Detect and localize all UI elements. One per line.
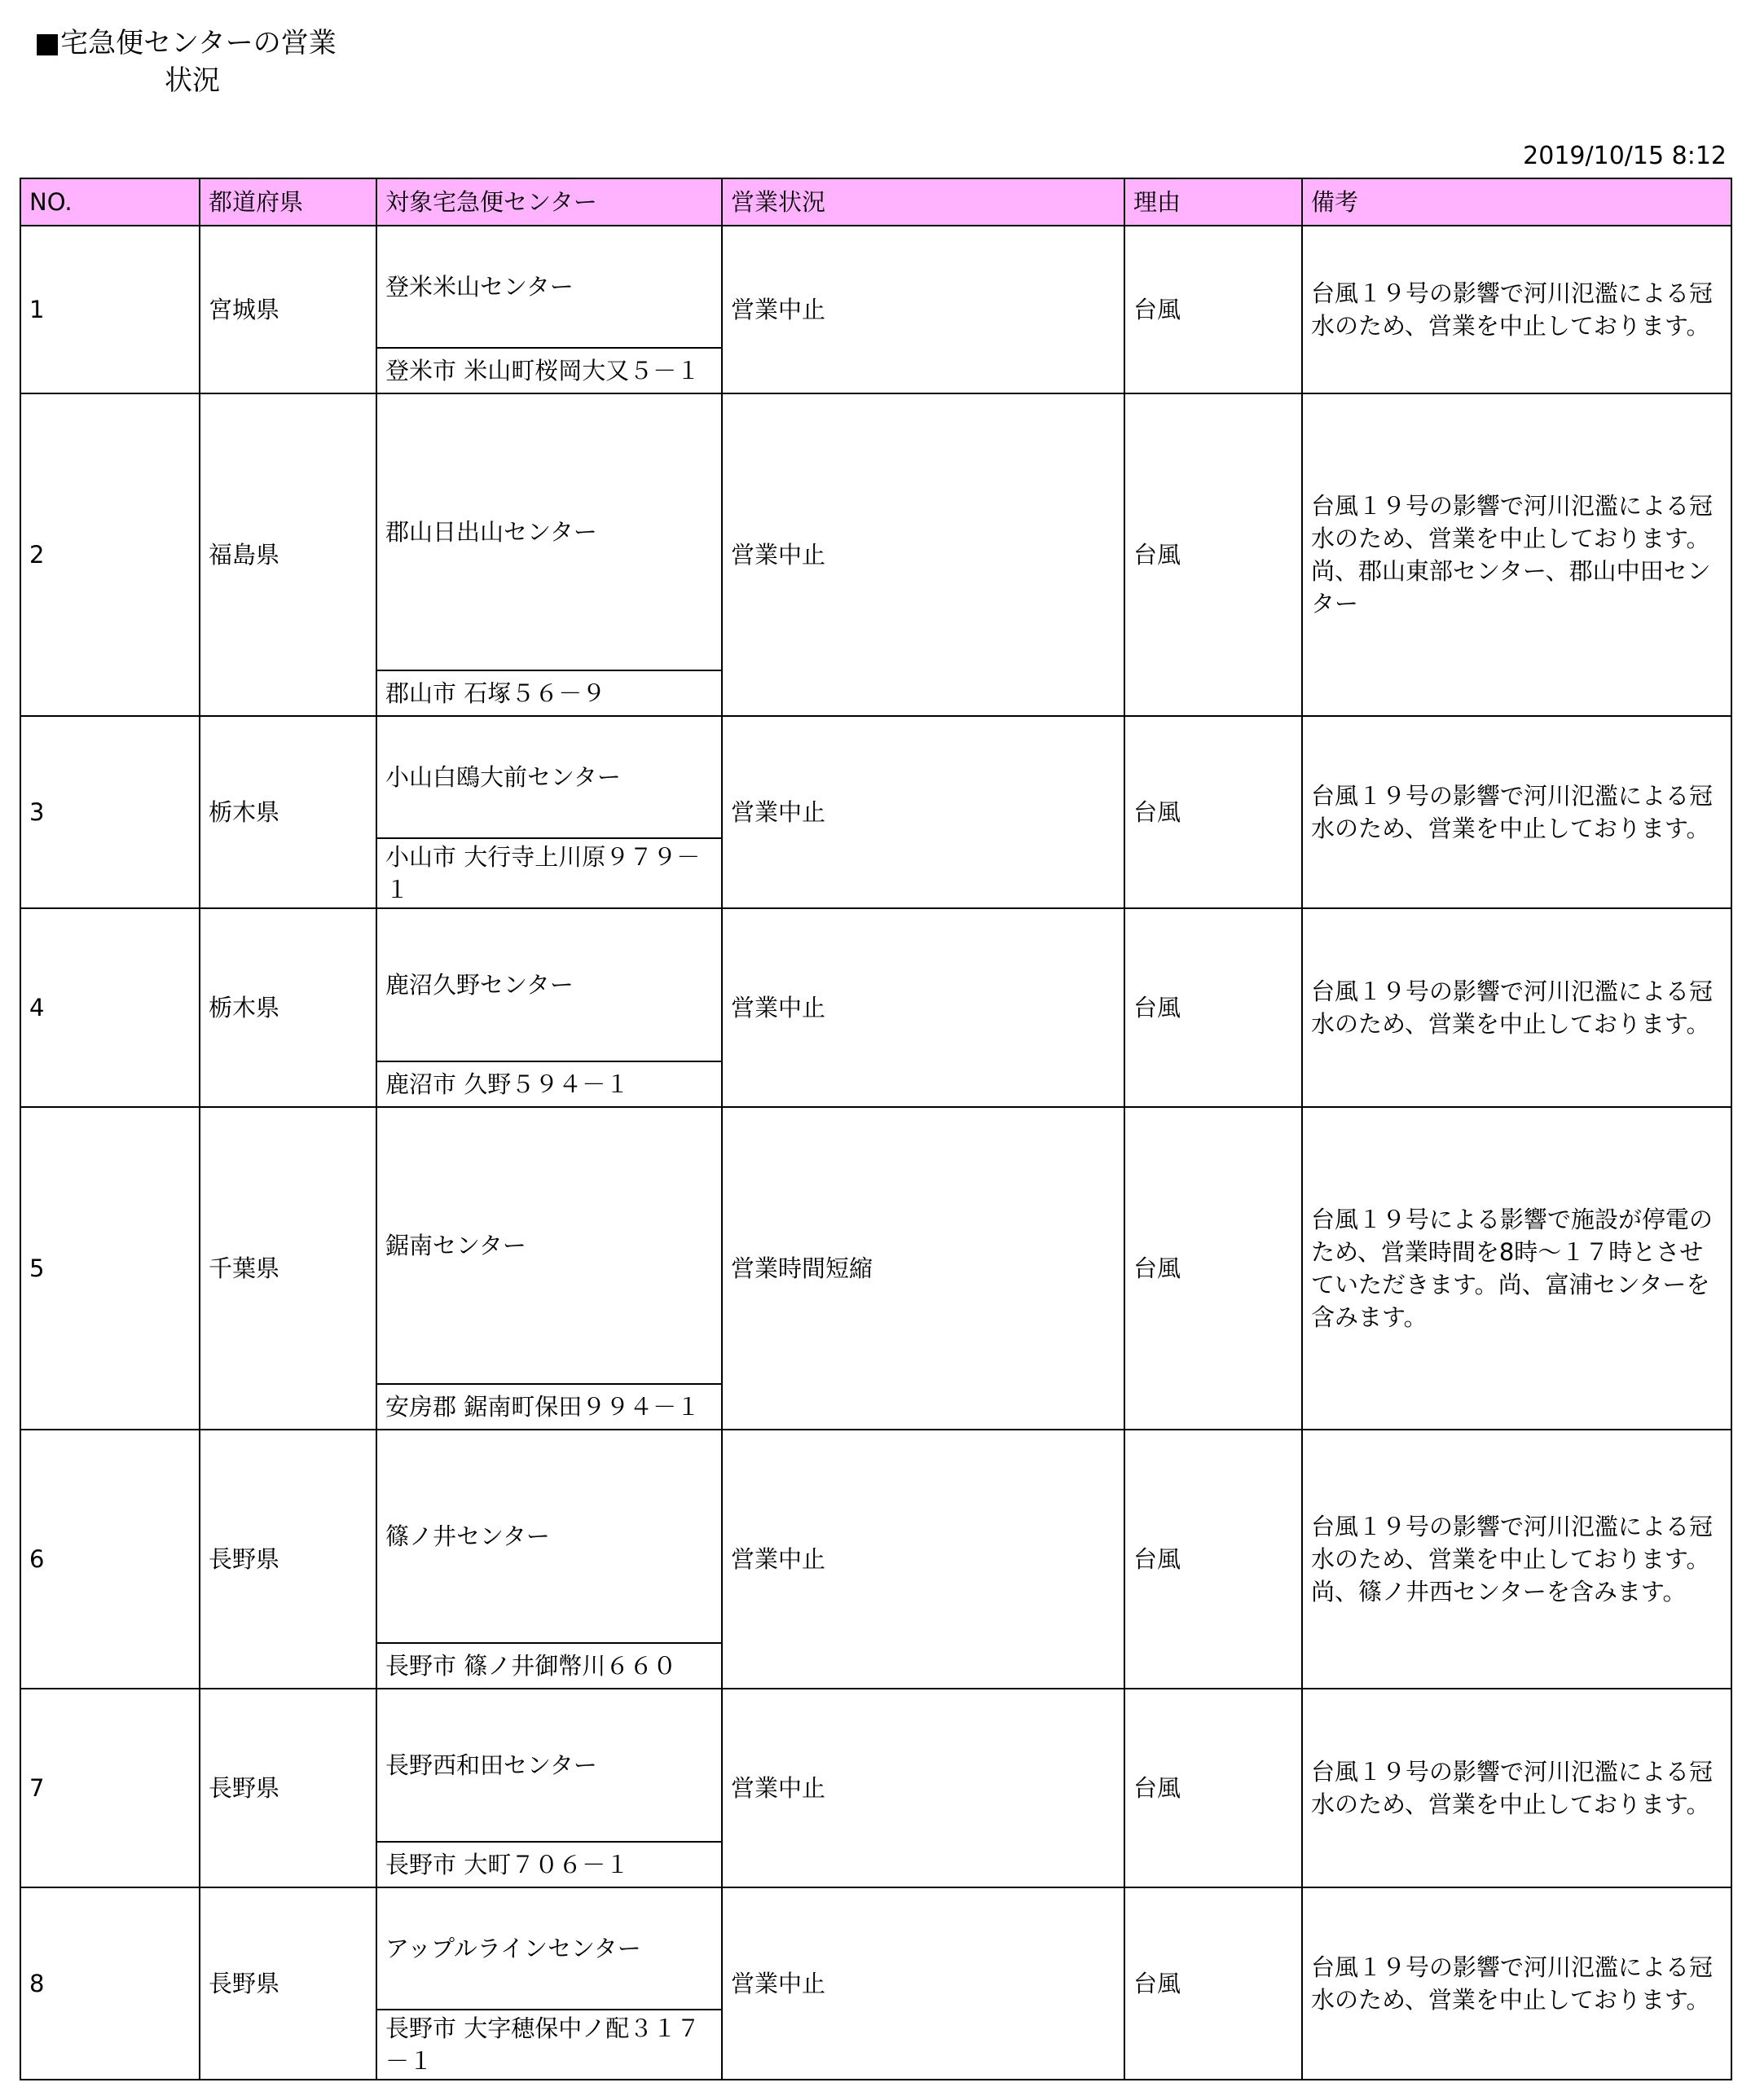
table-header-row [20,178,1731,226]
row-reason: 台風 [1124,716,1302,908]
row-center-address: 長野市 篠ノ井御幣川６６０ [376,1643,722,1689]
row-prefecture: 福島県 [200,393,376,716]
header-center: 対象宅急便センター [376,178,722,226]
row-note: 台風１９号の影響で河川氾濫による冠水のため、営業を中止しております。 [1302,908,1731,1107]
row-status: 営業中止 [722,393,1124,716]
table-row [20,716,1731,838]
row-center-address: 登米市 米山町桜岡大又５－１ [376,348,722,393]
header-status: 営業状況 [722,178,1124,226]
row-status: 営業中止 [722,716,1124,908]
row-note: 台風１９号の影響で河川氾濫による冠水のため、営業を中止しております。 [1302,1887,1731,2080]
row-center-name: 鋸南センター [376,1107,722,1384]
table-row [20,1887,1731,2010]
row-note: 台風１９号による影響で施設が停電のため、営業時間を8時～１７時とさせていただきます。尚、富浦センターを含みます。 [1302,1107,1731,1430]
header-reason: 理由 [1124,178,1302,226]
row-center-address: 長野市 大字穂保中ノ配３１７－１ [376,2010,722,2080]
row-no: 4 [20,908,200,1107]
page-title-line1: ■宅急便センターの営業 [34,27,337,59]
table-row [20,1107,1731,1384]
row-reason: 台風 [1124,1107,1302,1430]
row-status: 営業時間短縮 [722,1107,1124,1430]
row-prefecture: 栃木県 [200,716,376,908]
row-center-name: 郡山日出山センター [376,393,722,670]
row-note: 台風１９号の影響で河川氾濫による冠水のため、営業を中止しております。 [1302,226,1731,393]
table-row [20,908,1731,1061]
row-no: 5 [20,1107,200,1430]
row-reason: 台風 [1124,226,1302,393]
timestamp: 2019/10/15 8:12 [1523,142,1727,170]
row-note: 台風１９号の影響で河川氾濫による冠水のため、営業を中止しております。 [1302,716,1731,908]
row-no: 2 [20,393,200,716]
row-prefecture: 栃木県 [200,908,376,1107]
row-status: 営業中止 [722,1430,1124,1689]
table-row [20,393,1731,670]
row-status: 営業中止 [722,908,1124,1107]
header-note: 備考 [1302,178,1731,226]
header-no: NO. [20,178,200,226]
row-center-name: 篠ノ井センター [376,1430,722,1643]
row-status: 営業中止 [722,1689,1124,1887]
row-prefecture: 長野県 [200,1887,376,2080]
row-center-address: 小山市 大行寺上川原９７９－１ [376,838,722,908]
row-status: 営業中止 [722,1887,1124,2080]
row-center-name: 長野西和田センター [376,1689,722,1842]
row-no: 3 [20,716,200,908]
table-row [20,1689,1731,1842]
row-prefecture: 長野県 [200,1430,376,1689]
row-center-address: 鹿沼市 久野５９４－１ [376,1061,722,1107]
row-center-name: アップルラインセンター [376,1887,722,2010]
row-no: 6 [20,1430,200,1689]
row-center-name: 小山白鴎大前センター [376,716,722,838]
row-reason: 台風 [1124,1430,1302,1689]
header-prefecture: 都道府県 [200,178,376,226]
row-center-address: 長野市 大町７０６－１ [376,1842,722,1887]
row-center-address: 郡山市 石塚５６－９ [376,670,722,716]
row-note: 台風１９号の影響で河川氾濫による冠水のため、営業を中止しております。 [1302,1689,1731,1887]
row-prefecture: 長野県 [200,1689,376,1887]
row-reason: 台風 [1124,1887,1302,2080]
row-center-name: 鹿沼久野センター [376,908,722,1061]
row-no: 1 [20,226,200,393]
row-prefecture: 千葉県 [200,1107,376,1430]
row-reason: 台風 [1124,393,1302,716]
row-prefecture: 宮城県 [200,226,376,393]
row-center-address: 安房郡 鋸南町保田９９４－１ [376,1384,722,1430]
page-title-line2: 状況 [165,64,220,97]
table-row [20,1430,1731,1643]
row-note: 台風１９号の影響で河川氾濫による冠水のため、営業を中止しております。尚、郡山東部センター、郡山中田センター [1302,393,1731,716]
page-title [34,24,337,99]
row-reason: 台風 [1124,1689,1302,1887]
row-center-name: 登米米山センター [376,226,722,348]
row-reason: 台風 [1124,908,1302,1107]
row-status: 営業中止 [722,226,1124,393]
table-row [20,226,1731,348]
row-no: 8 [20,1887,200,2080]
center-status-table [20,178,1732,2080]
row-note: 台風１９号の影響で河川氾濫による冠水のため、営業を中止しております。尚、篠ノ井西センターを含みます。 [1302,1430,1731,1689]
row-no: 7 [20,1689,200,1887]
